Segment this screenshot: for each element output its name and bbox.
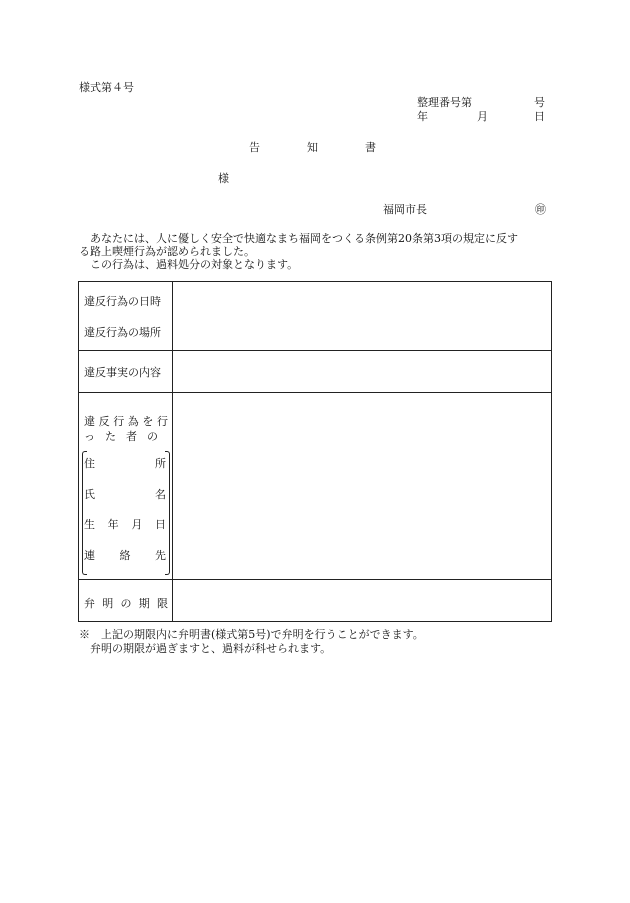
label-name (84, 486, 166, 502)
violator-char: た (105, 430, 116, 443)
birthdate-char: 年 (107, 518, 119, 531)
notice-body (79, 232, 554, 271)
label-cell-violator (79, 393, 173, 580)
violator-char: の (147, 430, 158, 443)
birthdate-char: 月 (131, 518, 143, 531)
footnotes (79, 628, 424, 656)
birthdate-char: 生 (84, 518, 95, 531)
deadline-char: 期 (138, 597, 150, 610)
date-year: 年 (417, 110, 428, 123)
notice-table (78, 281, 552, 622)
date-day: 日 (534, 110, 545, 123)
value-deadline[interactable] (173, 580, 552, 622)
label-deadline (84, 595, 168, 611)
violator-char: 行 (113, 415, 125, 428)
address-char: 住 (84, 457, 95, 470)
name-char: 氏 (84, 488, 95, 501)
label-violation-datetime: 違反行為の日時 (84, 295, 161, 308)
label-violation-place: 違反行為の場所 (84, 326, 161, 339)
label-violation-content: 違反事実の内容 (84, 366, 161, 379)
violator-char: 為 (127, 415, 139, 428)
violator-char: 違 (84, 415, 95, 428)
violator-char: を (142, 415, 154, 428)
body-line-2: る路上喫煙行為が認められました。 (79, 245, 255, 258)
row-violator (79, 393, 552, 580)
name-char: 名 (155, 488, 166, 501)
violator-char: 反 (98, 415, 110, 428)
contact-char: 絡 (119, 549, 131, 562)
reference-number-row (417, 96, 544, 110)
addressee-suffix: 様 (218, 172, 229, 185)
row-datetime-place (79, 282, 552, 351)
reference-block (417, 96, 544, 124)
row-content (79, 351, 552, 393)
value-datetime-place[interactable] (173, 282, 552, 351)
deadline-char: の (120, 597, 132, 610)
note-line-1: ※ 上記の期限内に弁明書(様式第5号)で弁明を行うことができます。 (79, 628, 424, 641)
title-char-1: 告 (249, 141, 260, 154)
label-cell-deadline (79, 580, 173, 622)
body-line-3: この行為は、過料処分の対象となります。 (90, 258, 299, 271)
reference-date-row (417, 110, 544, 124)
birthdate-char: 日 (154, 518, 166, 531)
sender-name: 福岡市長 (383, 203, 427, 216)
seal-mark: ㊞ (535, 203, 546, 216)
personal-info-bracket (82, 451, 170, 575)
deadline-char: 限 (157, 597, 168, 610)
label-cell-content (79, 351, 173, 393)
form-number: 様式第４号 (79, 81, 134, 94)
date-month: 月 (477, 110, 488, 123)
contact-char: 連 (84, 549, 95, 562)
violator-char: 行 (156, 415, 168, 428)
title-char-2: 知 (307, 141, 318, 154)
label-birthdate (84, 516, 166, 532)
label-violator-line-2 (84, 428, 158, 444)
value-content[interactable] (173, 351, 552, 393)
reference-number-suffix: 号 (534, 96, 545, 109)
note-line-2: 弁明の期限が過ぎますと、過料が科せられます。 (90, 642, 332, 655)
title-char-3: 書 (365, 141, 376, 154)
violator-char: 者 (126, 430, 137, 443)
reference-number-prefix: 整理番号第 (417, 96, 472, 109)
violator-char: っ (84, 430, 95, 443)
label-address (84, 455, 166, 471)
value-violator[interactable] (173, 393, 552, 580)
label-cell-datetime-place (79, 282, 173, 351)
address-char: 所 (155, 457, 166, 470)
body-line-1: あなたには、人に優しく安全で快適なまち福岡をつくる条例第20条第3項の規定に反す (90, 232, 518, 245)
deadline-char: 明 (102, 597, 114, 610)
row-deadline (79, 580, 552, 622)
deadline-char: 弁 (84, 597, 95, 610)
label-violator-line-1 (84, 413, 168, 429)
label-contact (84, 547, 166, 563)
contact-char: 先 (155, 549, 166, 562)
